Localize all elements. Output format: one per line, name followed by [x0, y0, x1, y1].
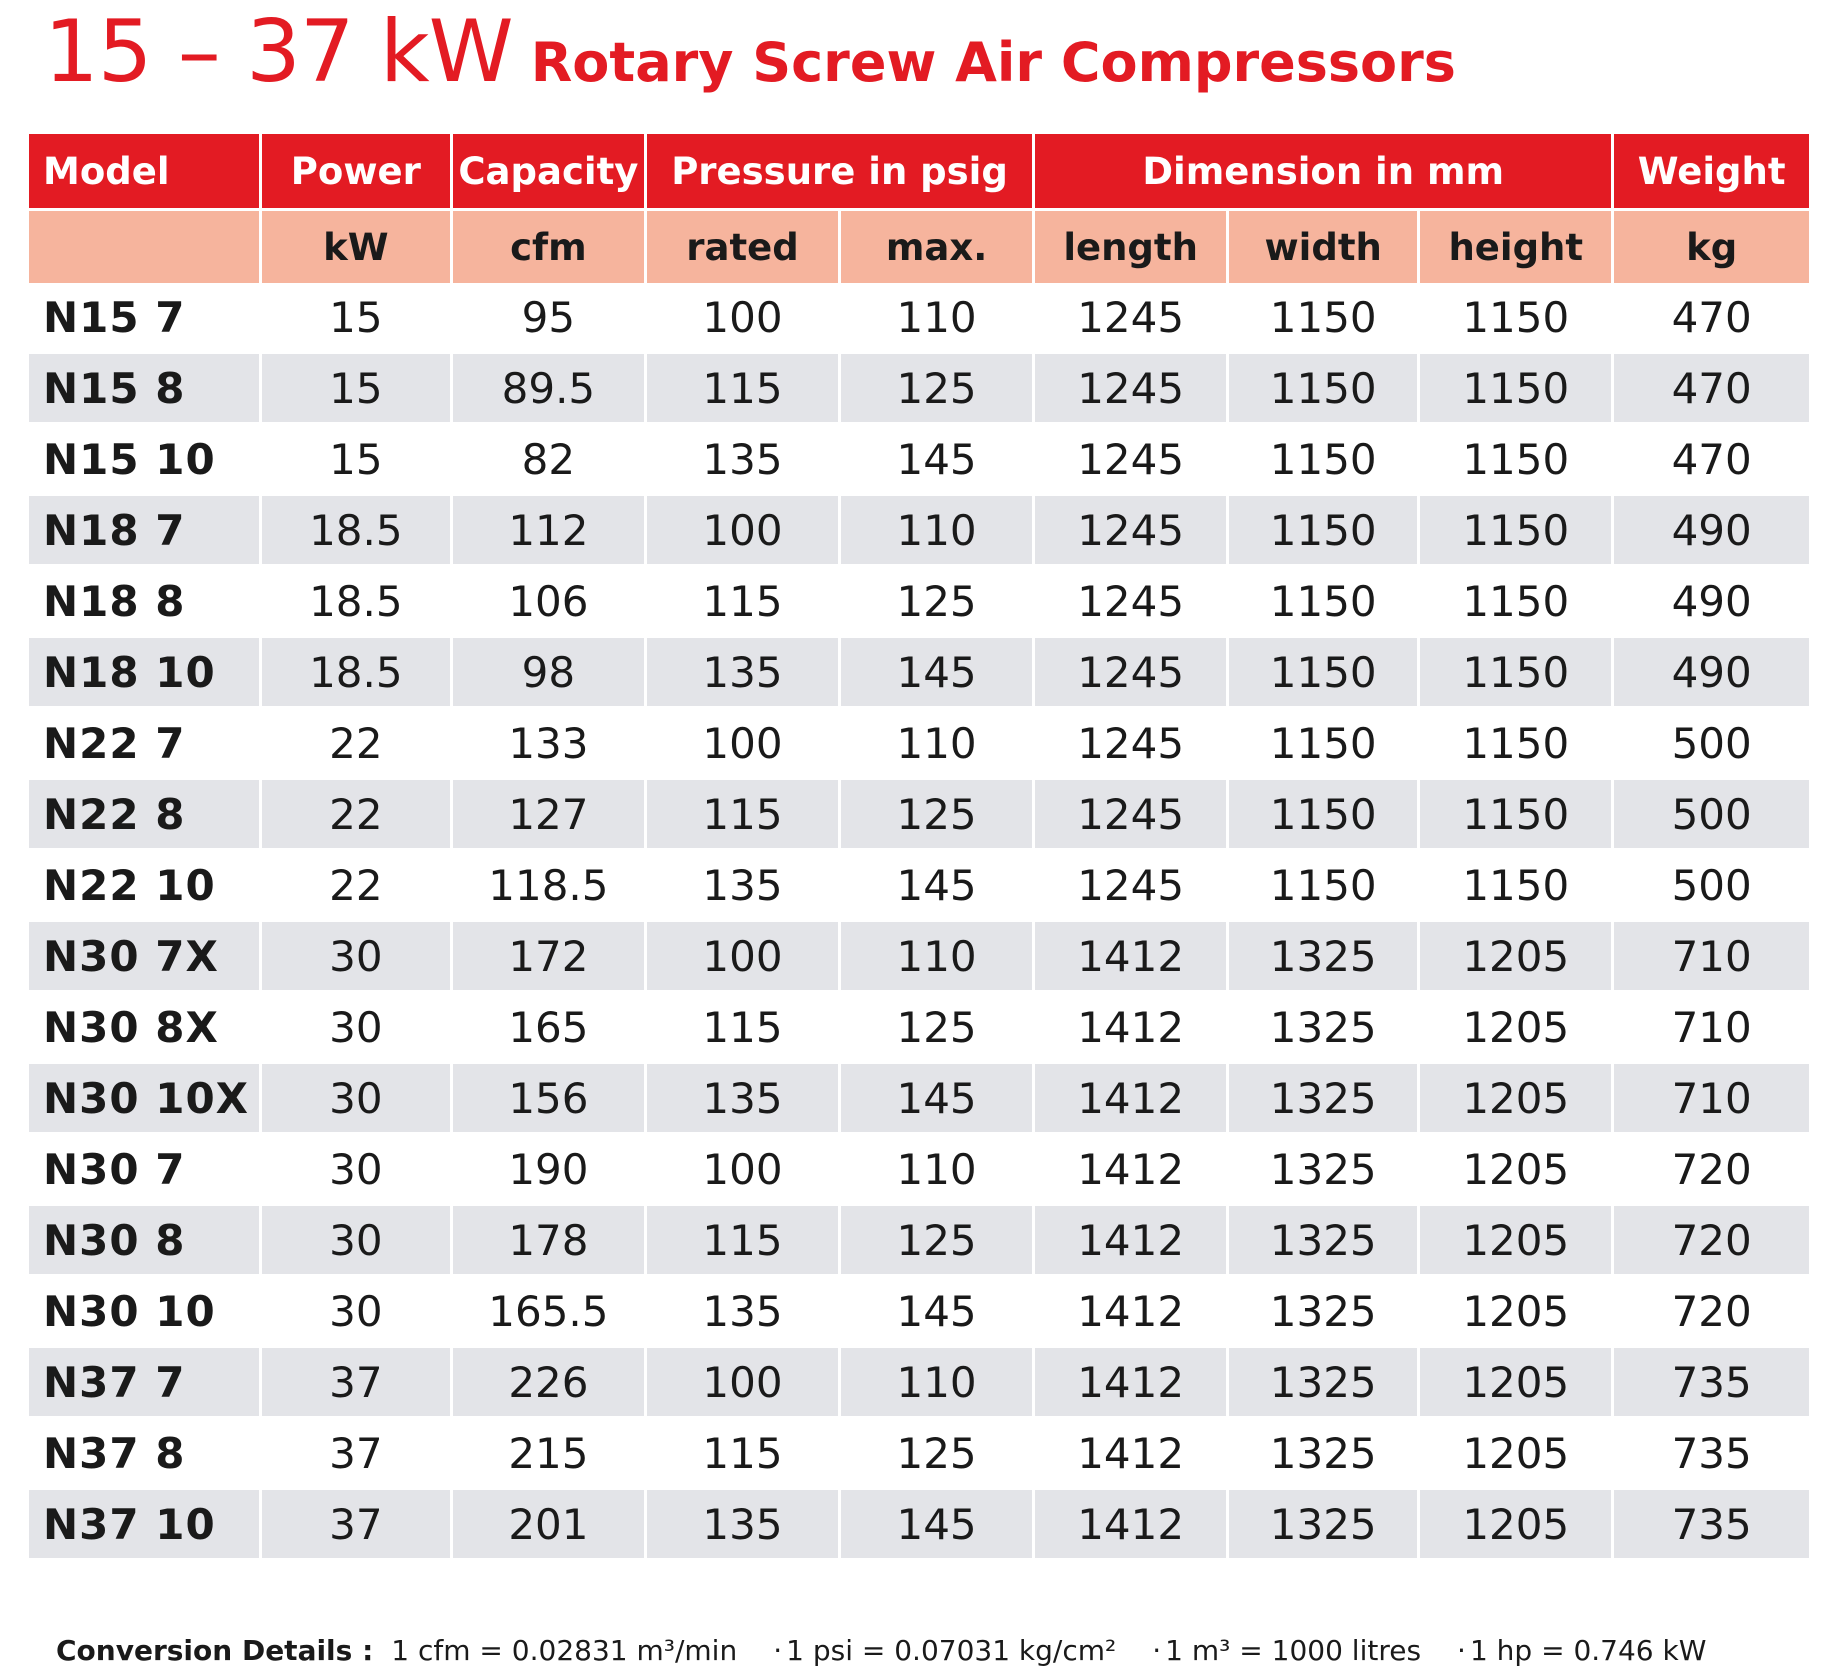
power-cell: 15 [260, 283, 451, 353]
model-cell: N37 7 [29, 1347, 260, 1418]
unit-header-height: height [1419, 210, 1613, 284]
capacity-cell: 156 [451, 1063, 645, 1134]
conversion-m3: 1 m³ = 1000 litres [1165, 1634, 1422, 1667]
pressure-max-cell: 125 [840, 992, 1034, 1063]
model-cell: N18 10 [29, 637, 260, 708]
unit-header-kw: kW [260, 210, 451, 284]
capacity-cell: 98 [451, 637, 645, 708]
weight-cell: 490 [1613, 566, 1809, 637]
height-cell: 1150 [1419, 708, 1613, 779]
width-cell: 1325 [1228, 992, 1419, 1063]
height-cell: 1205 [1419, 1489, 1613, 1560]
power-cell: 37 [260, 1489, 451, 1560]
unit-header-model [29, 210, 260, 284]
table-row [29, 566, 1809, 637]
table-row [29, 850, 1809, 921]
length-cell: 1412 [1034, 921, 1228, 992]
power-cell: 30 [260, 1063, 451, 1134]
capacity-cell: 172 [451, 921, 645, 992]
model-cell: N30 7 [29, 1134, 260, 1205]
height-cell: 1150 [1419, 353, 1613, 424]
conversion-label: Conversion Details : [56, 1634, 374, 1667]
weight-cell: 735 [1613, 1489, 1809, 1560]
table-row [29, 1276, 1809, 1347]
height-cell: 1205 [1419, 921, 1613, 992]
power-cell: 15 [260, 424, 451, 495]
table-row [29, 1489, 1809, 1560]
model-cell: N18 8 [29, 566, 260, 637]
table-row [29, 1205, 1809, 1276]
capacity-cell: 106 [451, 566, 645, 637]
capacity-cell: 165.5 [451, 1276, 645, 1347]
power-cell: 30 [260, 992, 451, 1063]
weight-cell: 500 [1613, 779, 1809, 850]
width-cell: 1150 [1228, 779, 1419, 850]
conversion-hp: 1 hp = 0.746 kW [1469, 1634, 1707, 1667]
table-row [29, 1134, 1809, 1205]
pressure-max-cell: 145 [840, 637, 1034, 708]
height-cell: 1150 [1419, 495, 1613, 566]
height-cell: 1150 [1419, 779, 1613, 850]
table-row [29, 708, 1809, 779]
length-cell: 1412 [1034, 1276, 1228, 1347]
pressure-rated-cell: 100 [645, 1134, 839, 1205]
width-cell: 1325 [1228, 1489, 1419, 1560]
height-cell: 1205 [1419, 1063, 1613, 1134]
capacity-cell: 95 [451, 283, 645, 353]
col-header-model: Model [29, 134, 260, 210]
model-cell: N37 8 [29, 1418, 260, 1489]
width-cell: 1150 [1228, 353, 1419, 424]
width-cell: 1150 [1228, 637, 1419, 708]
pressure-rated-cell: 100 [645, 708, 839, 779]
header-row-units [29, 210, 1809, 284]
pressure-max-cell: 110 [840, 921, 1034, 992]
separator-dot: · [773, 1634, 783, 1667]
pressure-rated-cell: 135 [645, 850, 839, 921]
spec-table [29, 134, 1809, 1561]
width-cell: 1150 [1228, 424, 1419, 495]
model-cell: N22 7 [29, 708, 260, 779]
width-cell: 1325 [1228, 1205, 1419, 1276]
weight-cell: 720 [1613, 1276, 1809, 1347]
weight-cell: 710 [1613, 992, 1809, 1063]
power-cell: 37 [260, 1418, 451, 1489]
width-cell: 1325 [1228, 1134, 1419, 1205]
length-cell: 1245 [1034, 708, 1228, 779]
pressure-rated-cell: 100 [645, 283, 839, 353]
model-cell: N18 7 [29, 495, 260, 566]
weight-cell: 720 [1613, 1134, 1809, 1205]
pressure-max-cell: 125 [840, 566, 1034, 637]
model-cell: N30 10 [29, 1276, 260, 1347]
pressure-max-cell: 145 [840, 1063, 1034, 1134]
pressure-rated-cell: 100 [645, 495, 839, 566]
power-cell: 18.5 [260, 566, 451, 637]
height-cell: 1205 [1419, 1134, 1613, 1205]
width-cell: 1325 [1228, 1347, 1419, 1418]
pressure-max-cell: 145 [840, 424, 1034, 495]
length-cell: 1412 [1034, 1489, 1228, 1560]
length-cell: 1412 [1034, 1205, 1228, 1276]
unit-header-max: max. [840, 210, 1034, 284]
weight-cell: 735 [1613, 1418, 1809, 1489]
height-cell: 1150 [1419, 637, 1613, 708]
model-cell: N30 8X [29, 992, 260, 1063]
length-cell: 1245 [1034, 424, 1228, 495]
unit-header-length: length [1034, 210, 1228, 284]
table-row [29, 283, 1809, 353]
weight-cell: 490 [1613, 637, 1809, 708]
separator-dot: · [1152, 1634, 1162, 1667]
power-cell: 18.5 [260, 495, 451, 566]
weight-cell: 490 [1613, 495, 1809, 566]
width-cell: 1150 [1228, 850, 1419, 921]
pressure-max-cell: 110 [840, 283, 1034, 353]
table-row [29, 1063, 1809, 1134]
pressure-rated-cell: 100 [645, 921, 839, 992]
col-header-pressure: Pressure in psig [645, 134, 1033, 210]
header-row-titles [29, 134, 1809, 210]
power-cell: 15 [260, 353, 451, 424]
weight-cell: 710 [1613, 1063, 1809, 1134]
pressure-rated-cell: 135 [645, 424, 839, 495]
table-row [29, 992, 1809, 1063]
capacity-cell: 127 [451, 779, 645, 850]
model-cell: N30 8 [29, 1205, 260, 1276]
length-cell: 1245 [1034, 283, 1228, 353]
length-cell: 1245 [1034, 495, 1228, 566]
height-cell: 1205 [1419, 992, 1613, 1063]
model-cell: N15 10 [29, 424, 260, 495]
weight-cell: 470 [1613, 424, 1809, 495]
table-row [29, 779, 1809, 850]
power-cell: 30 [260, 1205, 451, 1276]
height-cell: 1150 [1419, 850, 1613, 921]
power-cell: 22 [260, 708, 451, 779]
capacity-cell: 226 [451, 1347, 645, 1418]
pressure-rated-cell: 135 [645, 637, 839, 708]
capacity-cell: 82 [451, 424, 645, 495]
page-title [44, 2, 1456, 102]
length-cell: 1245 [1034, 850, 1228, 921]
conversion-cfm: 1 cfm = 0.02831 m³/min [391, 1634, 738, 1667]
length-cell: 1245 [1034, 566, 1228, 637]
power-cell: 22 [260, 850, 451, 921]
height-cell: 1150 [1419, 566, 1613, 637]
capacity-cell: 178 [451, 1205, 645, 1276]
table-row [29, 495, 1809, 566]
model-cell: N22 8 [29, 779, 260, 850]
height-cell: 1205 [1419, 1347, 1613, 1418]
width-cell: 1150 [1228, 495, 1419, 566]
pressure-rated-cell: 115 [645, 566, 839, 637]
height-cell: 1205 [1419, 1418, 1613, 1489]
capacity-cell: 89.5 [451, 353, 645, 424]
weight-cell: 500 [1613, 850, 1809, 921]
col-header-power: Power [260, 134, 451, 210]
pressure-rated-cell: 115 [645, 1205, 839, 1276]
height-cell: 1205 [1419, 1205, 1613, 1276]
pressure-max-cell: 110 [840, 1347, 1034, 1418]
title-power-range: 15 – 37 kW [44, 2, 513, 102]
length-cell: 1245 [1034, 779, 1228, 850]
pressure-rated-cell: 135 [645, 1276, 839, 1347]
height-cell: 1150 [1419, 424, 1613, 495]
pressure-max-cell: 110 [840, 708, 1034, 779]
model-cell: N22 10 [29, 850, 260, 921]
conversion-details [56, 1634, 1706, 1674]
table-row [29, 424, 1809, 495]
power-cell: 22 [260, 779, 451, 850]
width-cell: 1150 [1228, 283, 1419, 353]
separator-dot: · [1457, 1634, 1466, 1667]
pressure-max-cell: 145 [840, 850, 1034, 921]
length-cell: 1412 [1034, 1134, 1228, 1205]
power-cell: 30 [260, 1134, 451, 1205]
pressure-rated-cell: 115 [645, 779, 839, 850]
length-cell: 1412 [1034, 1418, 1228, 1489]
length-cell: 1245 [1034, 353, 1228, 424]
model-cell: N30 7X [29, 921, 260, 992]
length-cell: 1412 [1034, 1347, 1228, 1418]
width-cell: 1325 [1228, 1063, 1419, 1134]
col-header-weight: Weight [1613, 134, 1809, 210]
width-cell: 1325 [1228, 1418, 1419, 1489]
power-cell: 30 [260, 1276, 451, 1347]
model-cell: N15 7 [29, 283, 260, 353]
table-row [29, 921, 1809, 992]
weight-cell: 470 [1613, 353, 1809, 424]
pressure-max-cell: 125 [840, 353, 1034, 424]
capacity-cell: 112 [451, 495, 645, 566]
table-row [29, 353, 1809, 424]
pressure-max-cell: 110 [840, 495, 1034, 566]
col-header-capacity: Capacity [451, 134, 645, 210]
pressure-rated-cell: 115 [645, 353, 839, 424]
weight-cell: 470 [1613, 283, 1809, 353]
pressure-max-cell: 110 [840, 1134, 1034, 1205]
pressure-rated-cell: 135 [645, 1489, 839, 1560]
conversion-psi: 1 psi = 0.07031 kg/cm² [786, 1634, 1117, 1667]
title-subtitle: Rotary Screw Air Compressors [530, 31, 1456, 94]
table-row [29, 637, 1809, 708]
unit-header-rated: rated [645, 210, 839, 284]
length-cell: 1412 [1034, 1063, 1228, 1134]
pressure-max-cell: 125 [840, 779, 1034, 850]
capacity-cell: 133 [451, 708, 645, 779]
model-cell: N30 10X [29, 1063, 260, 1134]
power-cell: 30 [260, 921, 451, 992]
width-cell: 1150 [1228, 566, 1419, 637]
capacity-cell: 118.5 [451, 850, 645, 921]
spec-table-body [29, 283, 1809, 1560]
weight-cell: 735 [1613, 1347, 1809, 1418]
width-cell: 1150 [1228, 708, 1419, 779]
table-row [29, 1418, 1809, 1489]
height-cell: 1205 [1419, 1276, 1613, 1347]
capacity-cell: 215 [451, 1418, 645, 1489]
pressure-max-cell: 125 [840, 1418, 1034, 1489]
pressure-rated-cell: 115 [645, 1418, 839, 1489]
unit-header-width: width [1228, 210, 1419, 284]
capacity-cell: 165 [451, 992, 645, 1063]
weight-cell: 500 [1613, 708, 1809, 779]
height-cell: 1150 [1419, 283, 1613, 353]
capacity-cell: 201 [451, 1489, 645, 1560]
pressure-rated-cell: 115 [645, 992, 839, 1063]
table-row [29, 1347, 1809, 1418]
width-cell: 1325 [1228, 921, 1419, 992]
model-cell: N15 8 [29, 353, 260, 424]
width-cell: 1325 [1228, 1276, 1419, 1347]
model-cell: N37 10 [29, 1489, 260, 1560]
pressure-max-cell: 145 [840, 1276, 1034, 1347]
col-header-dimension: Dimension in mm [1034, 134, 1613, 210]
length-cell: 1245 [1034, 637, 1228, 708]
weight-cell: 720 [1613, 1205, 1809, 1276]
power-cell: 37 [260, 1347, 451, 1418]
capacity-cell: 190 [451, 1134, 645, 1205]
length-cell: 1412 [1034, 992, 1228, 1063]
pressure-max-cell: 125 [840, 1205, 1034, 1276]
pressure-max-cell: 145 [840, 1489, 1034, 1560]
power-cell: 18.5 [260, 637, 451, 708]
unit-header-cfm: cfm [451, 210, 645, 284]
weight-cell: 710 [1613, 921, 1809, 992]
pressure-rated-cell: 135 [645, 1063, 839, 1134]
unit-header-kg: kg [1613, 210, 1809, 284]
pressure-rated-cell: 100 [645, 1347, 839, 1418]
